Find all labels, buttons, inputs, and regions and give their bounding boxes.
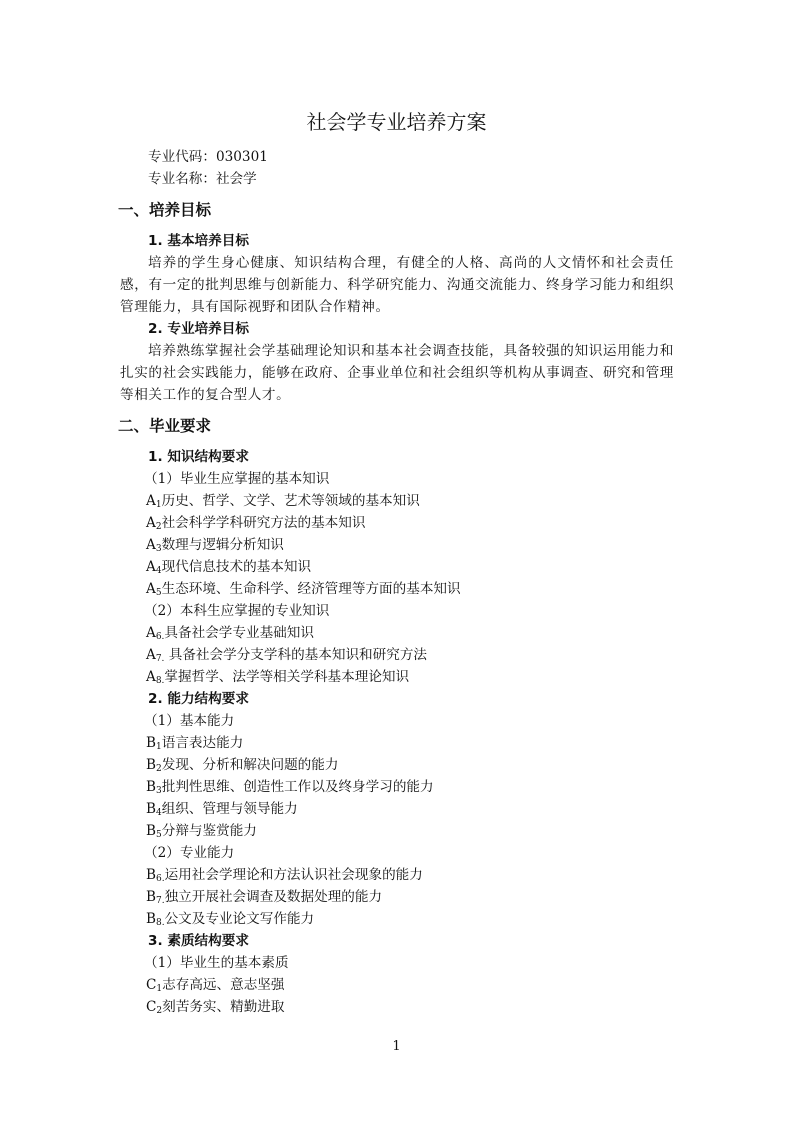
item-code-letter: B	[146, 867, 156, 883]
group-heading: （2）专业能力	[144, 845, 235, 861]
list-item	[120, 820, 674, 842]
section-heading-requirements: 二、毕业要求	[118, 417, 212, 435]
item-text: 社会科学学科研究方法的基本知识	[161, 515, 366, 531]
item-text: 数理与逻辑分析知识	[161, 537, 284, 553]
item-code-subscript: 2	[156, 764, 162, 774]
subheading-ability: 2. 能力结构要求	[148, 691, 249, 707]
item-code-subscript: 1	[156, 742, 162, 752]
list-item	[120, 754, 674, 776]
subheading-knowledge: 1. 知识结构要求	[148, 449, 249, 465]
item-text: 发现、分析和解决问题的能力	[161, 757, 339, 773]
item-text: 志存高远、意志坚强	[162, 977, 285, 993]
list-item	[120, 776, 674, 798]
list-item	[120, 490, 674, 512]
item-code-subscript: 5	[155, 588, 162, 598]
item-code-letter: A	[146, 515, 156, 531]
item-code-letter: B	[146, 757, 156, 773]
list-item	[120, 864, 674, 886]
item-code-subscript: 4	[155, 566, 162, 576]
item-text: 运用社会学理论和方法认识社会现象的能力	[164, 867, 423, 883]
item-code-letter: A	[146, 537, 156, 553]
item-text: 生态环境、生命科学、经济管理等方面的基本知识	[161, 581, 461, 597]
item-code-subscript: 6.	[156, 874, 165, 884]
list-item	[120, 974, 674, 996]
item-text: 具备社会学分支学科的基本知识和研究方法	[164, 647, 428, 663]
item-code-letter: C	[146, 999, 157, 1015]
item-code-letter: B	[146, 889, 156, 905]
list-item	[120, 798, 674, 820]
item-code-subscript: 1	[155, 500, 162, 510]
subheading-quality: 3. 素质结构要求	[148, 933, 249, 949]
item-code-letter: A	[146, 493, 156, 509]
subheading-basic-goal: 1. 基本培养目标	[148, 233, 249, 249]
group-heading: （2）本科生应掌握的专业知识	[144, 603, 330, 619]
major-name: 专业名称：社会学	[148, 171, 257, 187]
item-code-subscript: 2	[156, 1006, 163, 1016]
document-title: 社会学专业培养方案	[306, 110, 487, 134]
item-text: 具备社会学专业基础知识	[164, 625, 314, 641]
page-number: 1	[392, 1039, 401, 1054]
item-code-letter: A	[146, 625, 156, 641]
list-item	[120, 732, 674, 754]
list-item	[120, 622, 674, 644]
group-heading: （1）毕业生应掌握的基本知识	[144, 471, 330, 487]
item-code-letter: B	[146, 735, 156, 751]
item-code-letter: B	[146, 823, 156, 839]
list-item	[120, 886, 674, 908]
item-code-letter: C	[146, 977, 157, 993]
item-code-letter: B	[146, 911, 156, 927]
item-text: 刻苦务实、精勤进取	[162, 999, 285, 1015]
subheading-major-goal: 2. 专业培养目标	[148, 321, 249, 337]
item-code-letter: A	[146, 559, 156, 575]
item-code-subscript: 3	[156, 786, 162, 796]
group-heading: （1）毕业生的基本素质	[144, 955, 289, 971]
group-heading: （1）基本能力	[144, 713, 235, 729]
item-code-subscript: 8.	[156, 918, 165, 928]
item-text: 掌握哲学、法学等相关学科基本理论知识	[164, 669, 410, 685]
list-item	[120, 908, 674, 930]
item-text: 分辩与鉴赏能力	[161, 823, 257, 839]
item-text: 语言表达能力	[161, 735, 244, 751]
item-code-subscript: 2	[155, 522, 162, 532]
item-code-subscript: 3	[155, 544, 162, 554]
item-text: 组织、管理与领导能力	[161, 801, 298, 817]
major-code: 专业代码：030301	[148, 149, 268, 165]
item-text: 批判性思维、创造性工作以及终身学习的能力	[161, 779, 434, 795]
item-code-letter: A	[146, 669, 156, 685]
item-code-letter: A	[146, 647, 156, 663]
requirements-list	[120, 446, 674, 1018]
item-code-subscript: 6.	[155, 632, 165, 642]
list-item	[120, 556, 674, 578]
item-code-subscript: 4	[156, 808, 162, 818]
document-body	[120, 146, 674, 1018]
item-code-letter: A	[146, 581, 156, 597]
item-code-subscript: 7.	[156, 896, 165, 906]
item-code-letter: B	[146, 779, 156, 795]
item-text: 历史、哲学、文学、艺术等领域的基本知识	[161, 493, 420, 509]
item-text: 公文及专业论文写作能力	[164, 911, 315, 927]
item-text: 现代信息技术的基本知识	[161, 559, 312, 575]
item-code-letter: B	[146, 801, 156, 817]
list-item	[120, 996, 674, 1018]
list-item	[120, 512, 674, 534]
list-item	[120, 644, 674, 666]
list-item	[120, 666, 674, 688]
section-heading-goals: 一、培养目标	[118, 201, 212, 219]
list-item	[120, 534, 674, 556]
item-code-subscript: 7.	[155, 654, 165, 664]
item-code-subscript: 5	[156, 830, 162, 840]
paragraph-major-goal: 培养熟练掌握社会学基础理论知识和基本社会调查技能，具备较强的知识运用能力和扎实的社会实践能力，能够在政府、企事业单位和社会组织等机构从事调查、研究和管理等相关工作的复合型人才。	[120, 343, 674, 403]
list-item	[120, 578, 674, 600]
item-text: 独立开展社会调查及数据处理的能力	[164, 889, 383, 905]
item-code-subscript: 8.	[155, 676, 165, 686]
item-code-subscript: 1	[156, 984, 163, 994]
paragraph-basic-goal: 培养的学生身心健康、知识结构合理，有健全的人格、高尚的人文情怀和社会责任感，有一定的批判思维与创新能力、科学研究能力、沟通交流能力、终身学习能力和组织管理能力，具有国际视野和团队合作精神。	[120, 255, 674, 315]
